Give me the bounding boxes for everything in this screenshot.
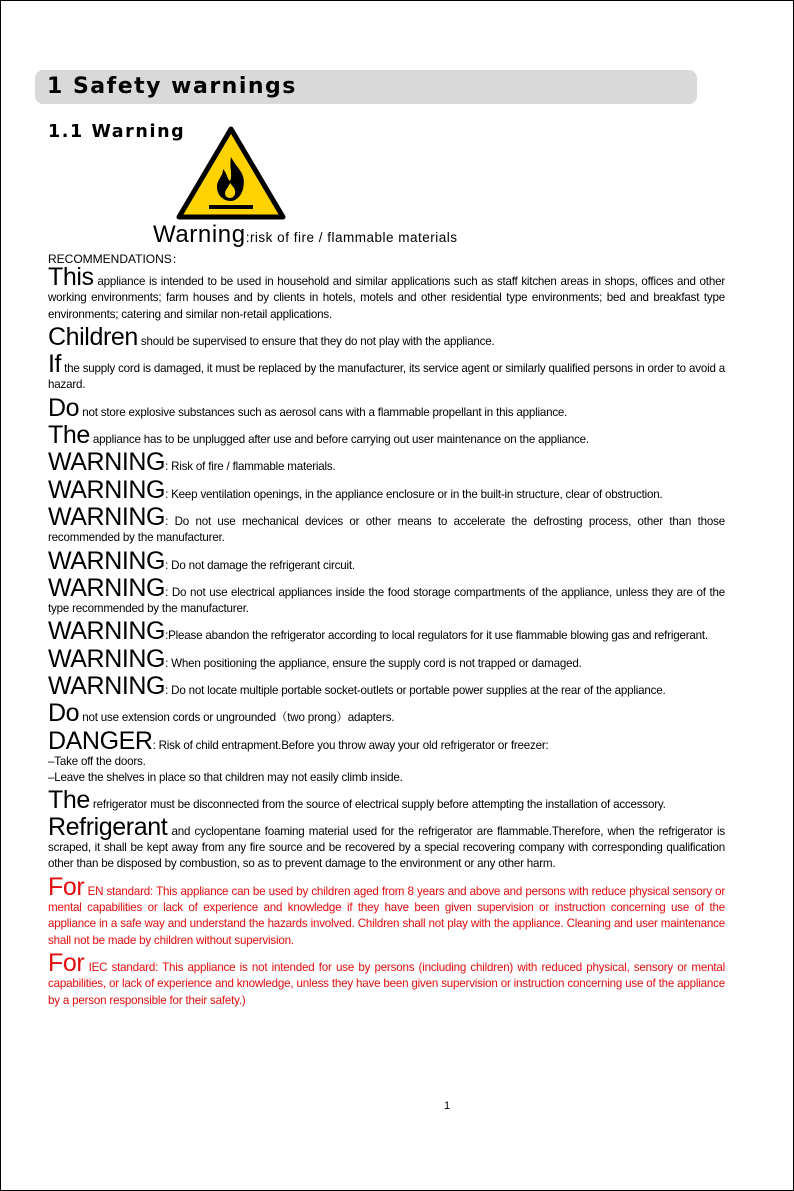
lead-word: Do bbox=[48, 393, 80, 422]
paragraph-warning bbox=[48, 475, 725, 504]
paragraph-danger bbox=[48, 726, 725, 755]
paragraph-text: : Risk of fire / flammable materials. bbox=[165, 460, 336, 474]
paragraph-text: refrigerator must be disconnected from the source of electrical supply before attempting the installation of accessory. bbox=[89, 797, 666, 811]
lead-word: WARNING bbox=[48, 573, 166, 602]
lead-word: WARNING bbox=[48, 617, 166, 646]
page-number: 1 bbox=[444, 1100, 451, 1112]
paragraph-children bbox=[48, 322, 725, 351]
paragraph-text: appliance has to be unplugged after use and before carrying out user maintenance on the appliance. bbox=[89, 433, 589, 447]
lead-word: WARNING bbox=[48, 475, 166, 504]
paragraph-text: : Do not damage the refrigerant circuit. bbox=[165, 558, 355, 572]
paragraph-text: and cyclopentane foaming material used for the refrigerator are flammable.Therefore, when the refrigerator is scraped, it shall be kept away from any fire source and be recovered by a special recovering company with corresponding qualification other than be disposed by combustion, so as to prevent damage to the environment or any other harm. bbox=[48, 824, 725, 871]
paragraph-text: : Keep ventilation openings, in the appliance enclosure or in the built-in structure, clear of obstruction. bbox=[165, 487, 663, 501]
paragraph-warning bbox=[48, 573, 725, 618]
paragraph-iec-standard bbox=[48, 948, 725, 1009]
lead-word: WARNING bbox=[48, 644, 166, 673]
lead-word: The bbox=[48, 421, 90, 450]
safety-text-body bbox=[48, 263, 725, 1009]
warning-caption-text: :risk of fire / flammable materials bbox=[245, 230, 458, 245]
paragraph-text: the supply cord is damaged, it must be replaced by the manufacturer, its service agent or similarly qualified persons in order to avoid a hazard. bbox=[48, 362, 725, 392]
danger-list-item: –Leave the shelves in place so that children may not easily climb inside. bbox=[48, 771, 403, 785]
paragraph-text: :Please abandon the refrigerator according to local regulators for it use flammable blowing gas and refrigerant. bbox=[165, 629, 708, 643]
lead-word: The bbox=[48, 785, 90, 814]
paragraph-text: not store explosive substances such as aerosol cans with a flammable propellant in this appliance. bbox=[79, 405, 568, 419]
paragraph-text: : Risk of child entrapment.Before you throw away your old refrigerator or freezer: bbox=[152, 738, 549, 752]
paragraph-warning bbox=[48, 502, 725, 547]
paragraph-warning bbox=[48, 448, 725, 477]
lead-word: Do bbox=[48, 699, 80, 728]
lead-word: DANGER bbox=[48, 726, 153, 755]
paragraph-the bbox=[48, 421, 725, 450]
danger-list-item: –Take off the doors. bbox=[48, 754, 146, 768]
subsection-title: 1.1 Warning bbox=[48, 122, 186, 142]
lead-word: WARNING bbox=[48, 672, 166, 701]
lead-word: If bbox=[48, 350, 62, 379]
paragraph-warning bbox=[48, 644, 725, 673]
warning-caption bbox=[153, 220, 458, 253]
paragraph-text: EN standard: This appliance can be used by children aged from 8 years and above and persons with reduce physical sensory or mental capabilities or lack of experience and knowledge if they have been given supervision or instruction concerning use of the appliance in a safe way and understand the hazards involved. Children shall not play with the appliance. Cleaning and user maintenance shall not be made by children without supervision. bbox=[48, 884, 725, 947]
lead-word: WARNING bbox=[48, 448, 166, 477]
paragraph-text: not use extension cords or ungrounded（two prong）adapters. bbox=[79, 711, 395, 725]
paragraph-text: : When positioning the appliance, ensure the supply cord is not trapped or damaged. bbox=[165, 656, 582, 670]
section-title: 1 Safety warnings bbox=[47, 74, 297, 99]
paragraph-warning bbox=[48, 672, 725, 701]
paragraph-text: IEC standard: This appliance is not intended for use by persons (including children) with reduced physical, sensory or mental capabilities, or lack of experience and knowledge, unless they have been given supervision or instruction concerning use of the appliance by a person responsible for their safety.) bbox=[48, 960, 725, 1007]
paragraph-warning bbox=[48, 546, 725, 575]
paragraph-refrigerant bbox=[48, 812, 725, 873]
lead-word: WARNING bbox=[48, 502, 166, 531]
paragraph-text: should be supervised to ensure that they do not play with the appliance. bbox=[137, 334, 495, 348]
paragraph-the-disconnect bbox=[48, 785, 725, 814]
lead-word: This bbox=[48, 263, 94, 291]
lead-word: WARNING bbox=[48, 546, 166, 575]
recommendations-label: RECOMMENDATIONS： bbox=[48, 252, 184, 266]
paragraph-en-standard bbox=[48, 872, 725, 949]
warning-caption-big: Warning bbox=[153, 221, 246, 248]
paragraph-do-adapters bbox=[48, 699, 725, 728]
lead-word: Refrigerant bbox=[48, 812, 168, 841]
paragraph-text: appliance is intended to be used in household and similar applications such as staff kitchen areas in shops, offices and other working environments; farm houses and by clients in hotels, motels and other residential type environments; bed and breakfast type environments; catering and similar non-retail applications. bbox=[48, 275, 725, 321]
paragraph-this bbox=[48, 263, 725, 323]
paragraph-if bbox=[48, 350, 725, 394]
lead-word: Children bbox=[48, 322, 138, 351]
lead-word: For bbox=[48, 948, 85, 977]
paragraph-text: : Do not use mechanical devices or other means to accelerate the defrosting process, other than those recommended by the manufacturer. bbox=[48, 514, 725, 545]
lead-word: For bbox=[48, 872, 85, 901]
paragraph-text: : Do not locate multiple portable socket-outlets or portable power supplies at the rear of the appliance. bbox=[165, 684, 666, 698]
paragraph-warning bbox=[48, 617, 725, 646]
paragraph-do bbox=[48, 393, 725, 422]
flammable-warning-icon bbox=[175, 125, 287, 221]
paragraph-text: : Do not use electrical appliances inside the food storage compartments of the appliance, unless they are of the type recommended by the manufacturer. bbox=[48, 585, 725, 616]
